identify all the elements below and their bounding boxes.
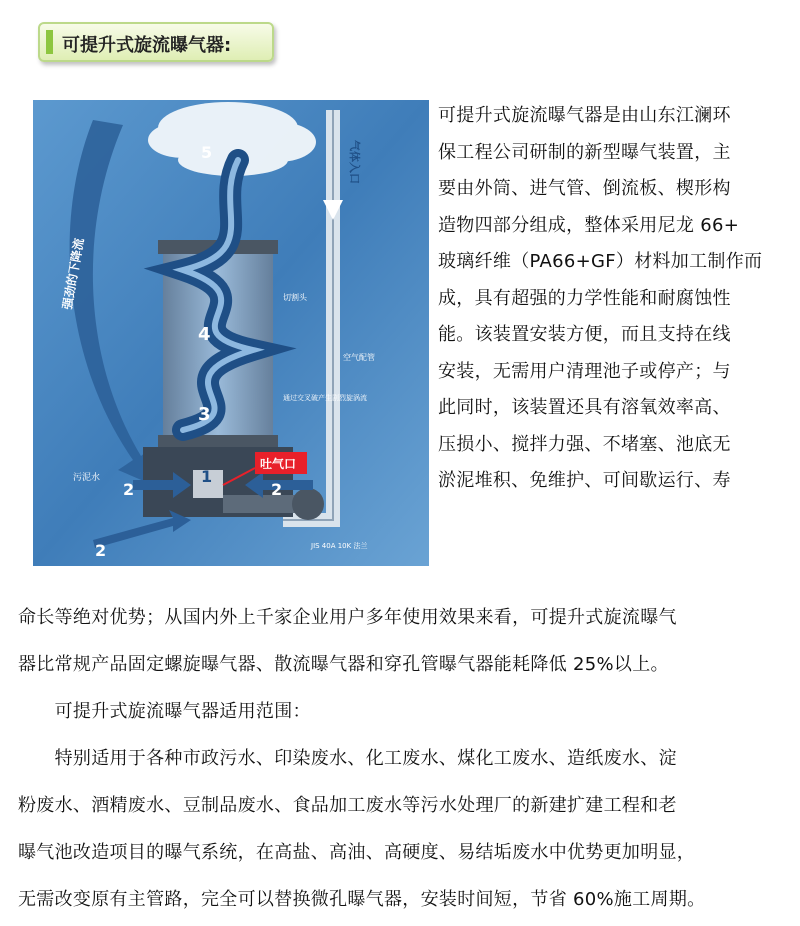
cutter-label: 切割头: [283, 293, 307, 302]
text-line: 安装，无需用户清理池子或停产；与: [438, 360, 731, 382]
text-line: 要由外筒、进气管、倒流板、楔形构: [438, 178, 731, 199]
aerator-diagram: [33, 100, 429, 566]
label-2a: 2: [123, 480, 135, 499]
text-line: 淤泥堆积、免维护、可间歇运行、寿: [438, 470, 731, 491]
text-line: 能。该装置安装方便，而且支持在线: [438, 324, 731, 345]
text-line: 成，具有超强的力学性能和耐腐蚀性: [438, 287, 731, 309]
outlet-label: 吐气口: [260, 457, 297, 471]
sludge-label: 污泥水: [73, 473, 101, 483]
label-3: 3: [198, 404, 211, 425]
body-line-7: 无需改变原有主管路，完全可以替换微孔曝气器，安装时间短，节省 60%施工周期。: [18, 889, 706, 910]
text-line: 可提升式旋流曝气器是由山东江澜环: [438, 105, 731, 126]
scope-heading: 可提升式旋流曝气器适用范围：: [18, 701, 311, 722]
intro-paragraph: [438, 98, 788, 500]
text-line: 保工程公司研制的新型曝气装置，主: [438, 141, 731, 163]
body-line-5: 粉废水、酒精废水、豆制品废水、食品加工废水等污水处理厂的新建扩建工程和老: [18, 795, 677, 816]
crossing-label: 通过交叉破产生剧烈旋涡流: [283, 394, 367, 402]
air-in-label: 气体入口: [348, 140, 361, 184]
body-line-2: 器比常规产品固定螺旋曝气器、散流曝气器和穿孔管曝气器能耗降低 25%以上。: [18, 654, 669, 675]
body-line-1: 命长等绝对优势；从国内外上千家企业用户多年使用效果来看，可提升式旋流曝气: [18, 607, 677, 628]
label-2b: 2: [271, 480, 283, 499]
text-line: 造物四部分组成，整体采用尼龙 66+: [438, 214, 740, 236]
label-5: 5: [201, 143, 213, 162]
flange-label: JIS 40A 10K 法兰: [311, 542, 368, 550]
label-2c: 2: [95, 541, 107, 560]
body-line-6: 曝气池改造项目的曝气系统，在高盐、高油、高硬度、易结垢废水中优势更加明显，: [18, 842, 696, 863]
pipe-label: 空气配管: [343, 353, 375, 362]
label-4: 4: [198, 324, 211, 345]
section-title-badge: [38, 22, 274, 62]
down-flow-label: 强劲的下降流: [60, 237, 87, 311]
text-line: 玻璃纤维（PA66+GF）材料加工制作而: [438, 251, 763, 272]
text-line: 压损小、搅拌力强、不堵塞、池底无: [438, 433, 731, 455]
title-accent-bar: [46, 30, 53, 54]
body-line-4: 特别适用于各种市政污水、印染废水、化工废水、煤化工废水、造纸废水、淀: [18, 748, 677, 769]
text-line: 此同时，该装置还具有溶氧效率高、: [438, 397, 731, 418]
label-1: 1: [201, 467, 213, 486]
aerator-diagram-svg: [33, 100, 429, 566]
section-title: 可提升式旋流曝气器:: [62, 35, 232, 56]
flange: [292, 488, 324, 520]
